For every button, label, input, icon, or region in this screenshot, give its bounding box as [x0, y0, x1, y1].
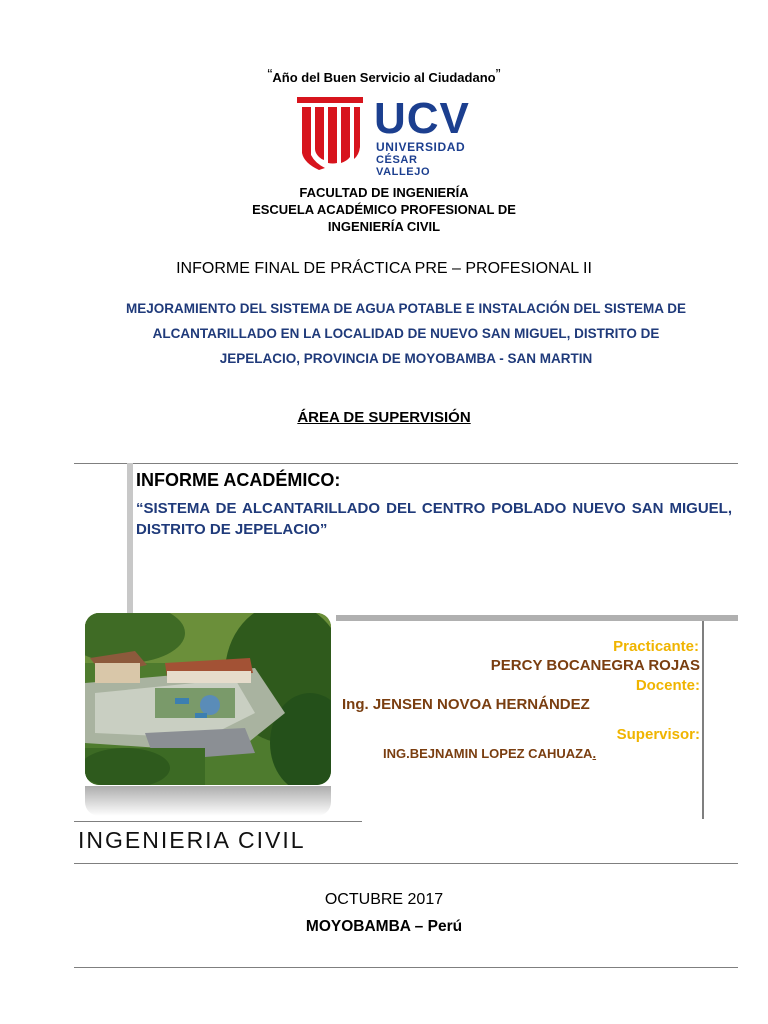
town-aerial-photo-icon	[85, 613, 331, 785]
intern-label: Practicante:	[613, 638, 699, 655]
career-title: INGENIERIA CIVIL	[78, 827, 306, 853]
year-motto	[0, 66, 768, 85]
faculty-block	[0, 184, 768, 235]
report-title: INFORME FINAL DE PRÁCTICA PRE – PROFESIONAL II	[176, 260, 592, 277]
project-title	[74, 296, 738, 371]
divider-middle	[74, 863, 738, 864]
supervisor-name	[383, 746, 596, 761]
report-date: OCTUBRE 2017	[324, 891, 444, 908]
faculty-line-3: INGENIERÍA CIVIL	[327, 219, 441, 234]
career-rule	[74, 821, 362, 822]
teacher-label: Docente:	[635, 677, 700, 694]
project-line-2: ALCANTARILLADO EN LA LOCALIDAD DE NUEVO SAN MIGUEL, DISTRITO DE	[152, 326, 660, 341]
project-line-1: MEJORAMIENTO DEL SISTEMA DE AGUA POTABLE E INSTALACIÓN DEL SISTEMA DE	[125, 301, 687, 316]
ucv-name-label: CÉSAR VALLEJO	[376, 154, 431, 178]
supervisor-dot: .	[592, 746, 597, 761]
accent-bar-horizontal	[336, 615, 738, 621]
close-quote: ”	[495, 66, 501, 83]
area-heading: ÁREA DE SUPERVISIÓN	[297, 409, 471, 426]
supervisor-name-text: ING.BEJNAMIN LOPEZ CAHUAZA	[383, 746, 593, 761]
accent-bar-vertical	[127, 463, 133, 613]
ucv-university-label: UNIVERSIDAD	[376, 140, 466, 154]
ucv-logo	[297, 94, 472, 178]
intern-name: PERCY BOCANEGRA ROJAS	[490, 657, 700, 674]
divider-right	[702, 621, 704, 819]
academic-topic: “SISTEMA DE ALCANTARILLADO DEL CENTRO POBLADO NUEVO SAN MIGUEL, DISTRITO DE JEPELACIO”	[136, 500, 732, 538]
divider-bottom	[74, 967, 738, 968]
academic-heading: INFORME ACADÉMICO:	[136, 470, 341, 490]
open-quote: “	[267, 66, 273, 83]
supervisor-label: Supervisor:	[616, 726, 700, 743]
year-motto-text: Año del Buen Servicio al Ciudadano	[272, 70, 496, 85]
divider-top	[74, 463, 738, 464]
teacher-name: Ing. JENSEN NOVOA HERNÁNDEZ	[342, 696, 590, 713]
town-photo	[85, 613, 331, 785]
report-place: MOYOBAMBA – Perú	[305, 918, 463, 935]
faculty-line-2: ESCUELA ACADÉMICO PROFESIONAL DE	[252, 202, 516, 217]
project-line-3: JEPELACIO, PROVINCIA DE MOYOBAMBA - SAN MARTIN	[219, 351, 593, 366]
ucv-acronym: UCV	[374, 94, 470, 143]
ucv-emblem-icon	[297, 97, 363, 170]
photo-reflection	[85, 786, 331, 816]
faculty-line-1: FACULTAD DE INGENIERÍA	[299, 185, 469, 200]
